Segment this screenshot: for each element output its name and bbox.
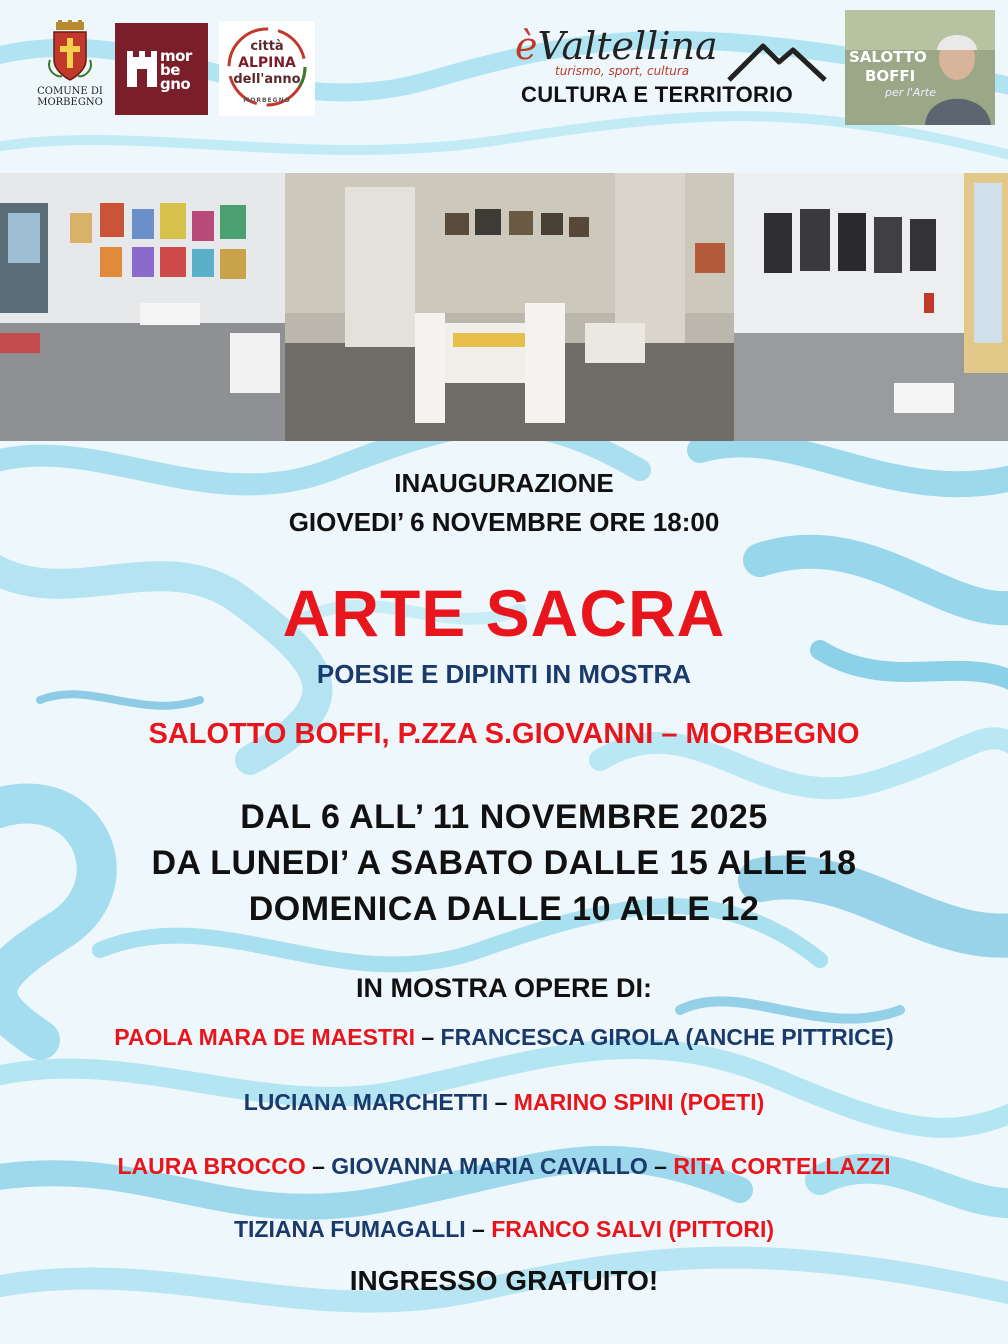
inauguration-heading: INAUGURAZIONE [394, 468, 614, 498]
artist-separator: – [647, 1153, 674, 1179]
valtellina-brand-e: è [515, 24, 538, 68]
valtellina-tagline: turismo, sport, cultura [555, 64, 690, 78]
hours-sunday: DOMENICA DALLE 10 ALLE 12 [248, 890, 760, 928]
castle-icon [125, 49, 159, 89]
citta-line2: ALPINA [238, 55, 296, 71]
exhibition-title: ARTE SACRA [282, 576, 726, 650]
valtellina-logo [515, 24, 830, 119]
coat-of-arms-icon [48, 20, 92, 84]
artists-row-3 [0, 1153, 1008, 1180]
artist-name: RITA CORTELLAZZI [673, 1153, 891, 1179]
artist-separator: – [305, 1153, 332, 1179]
artist-separator: – [488, 1089, 514, 1115]
works-heading: IN MOSTRA OPERE DI: [355, 973, 652, 1003]
valtellina-subtitle: CULTURA E TERRITORIO [521, 82, 794, 107]
artist-separator: – [414, 1024, 441, 1050]
citta-alpina-logo [219, 21, 315, 116]
salotto-boffi-logo [845, 10, 995, 125]
exhibition-period: DAL 6 ALL’ 11 NOVEMBRE 2025 [240, 798, 768, 836]
citta-line3: dell'anno [233, 72, 301, 87]
artist-name: GIOVANNA MARIA CAVALLO [331, 1153, 648, 1179]
gallery-photo-right [734, 173, 1008, 441]
artists-row-2 [0, 1089, 1008, 1116]
morbegno-logo [115, 23, 208, 115]
inauguration-date: GIOVEDI’ 6 NOVEMBRE ORE 18:00 [288, 507, 720, 537]
salotto-logo-line2: BOFFI [865, 67, 916, 85]
artist-name: LUCIANA MARCHETTI [243, 1089, 489, 1115]
gallery-photo-strip [0, 173, 1008, 441]
citta-line1: città [250, 39, 284, 54]
salotto-logo-line3: per l'Arte [885, 86, 936, 99]
mountains-icon [727, 40, 827, 84]
valtellina-brand [515, 24, 718, 68]
artist-name: FRANCO SALVI (PITTORI) [491, 1216, 775, 1242]
salotto-logo-line1: SALOTTO [849, 48, 927, 66]
citta-line4: MORBEGNO [243, 97, 291, 104]
artists-row-1 [0, 1024, 1008, 1051]
free-entry: INGRESSO GRATUITO! [349, 1265, 659, 1296]
artist-name: TIZIANA FUMAGALLI [233, 1216, 466, 1242]
morbegno-wordmark: mor be gno [160, 47, 192, 93]
exhibition-venue: SALOTTO BOFFI, P.ZZA S.GIOVANNI – MORBEGNO [148, 718, 860, 750]
gallery-photo-left [0, 173, 285, 441]
artist-separator: – [465, 1216, 492, 1242]
exhibition-subtitle: POESIE E DIPINTI IN MOSTRA [316, 659, 692, 689]
artist-name: PAOLA MARA DE MAESTRI [114, 1024, 415, 1050]
artist-name: LAURA BROCCO [117, 1153, 306, 1179]
valtellina-brand-name: Valtellina [537, 24, 718, 68]
gallery-photo-center [285, 173, 734, 441]
comune-di-morbegno-logo [30, 20, 110, 120]
hours-weekdays: DA LUNEDI’ A SABATO DALLE 15 ALLE 18 [151, 844, 857, 882]
artists-row-4 [0, 1216, 1008, 1243]
artist-name: MARINO SPINI (POETI) [513, 1089, 765, 1115]
artist-name: FRANCESCA GIROLA (ANCHE PITTRICE) [440, 1024, 894, 1050]
comune-caption: COMUNE DI MORBEGNO [37, 86, 103, 108]
